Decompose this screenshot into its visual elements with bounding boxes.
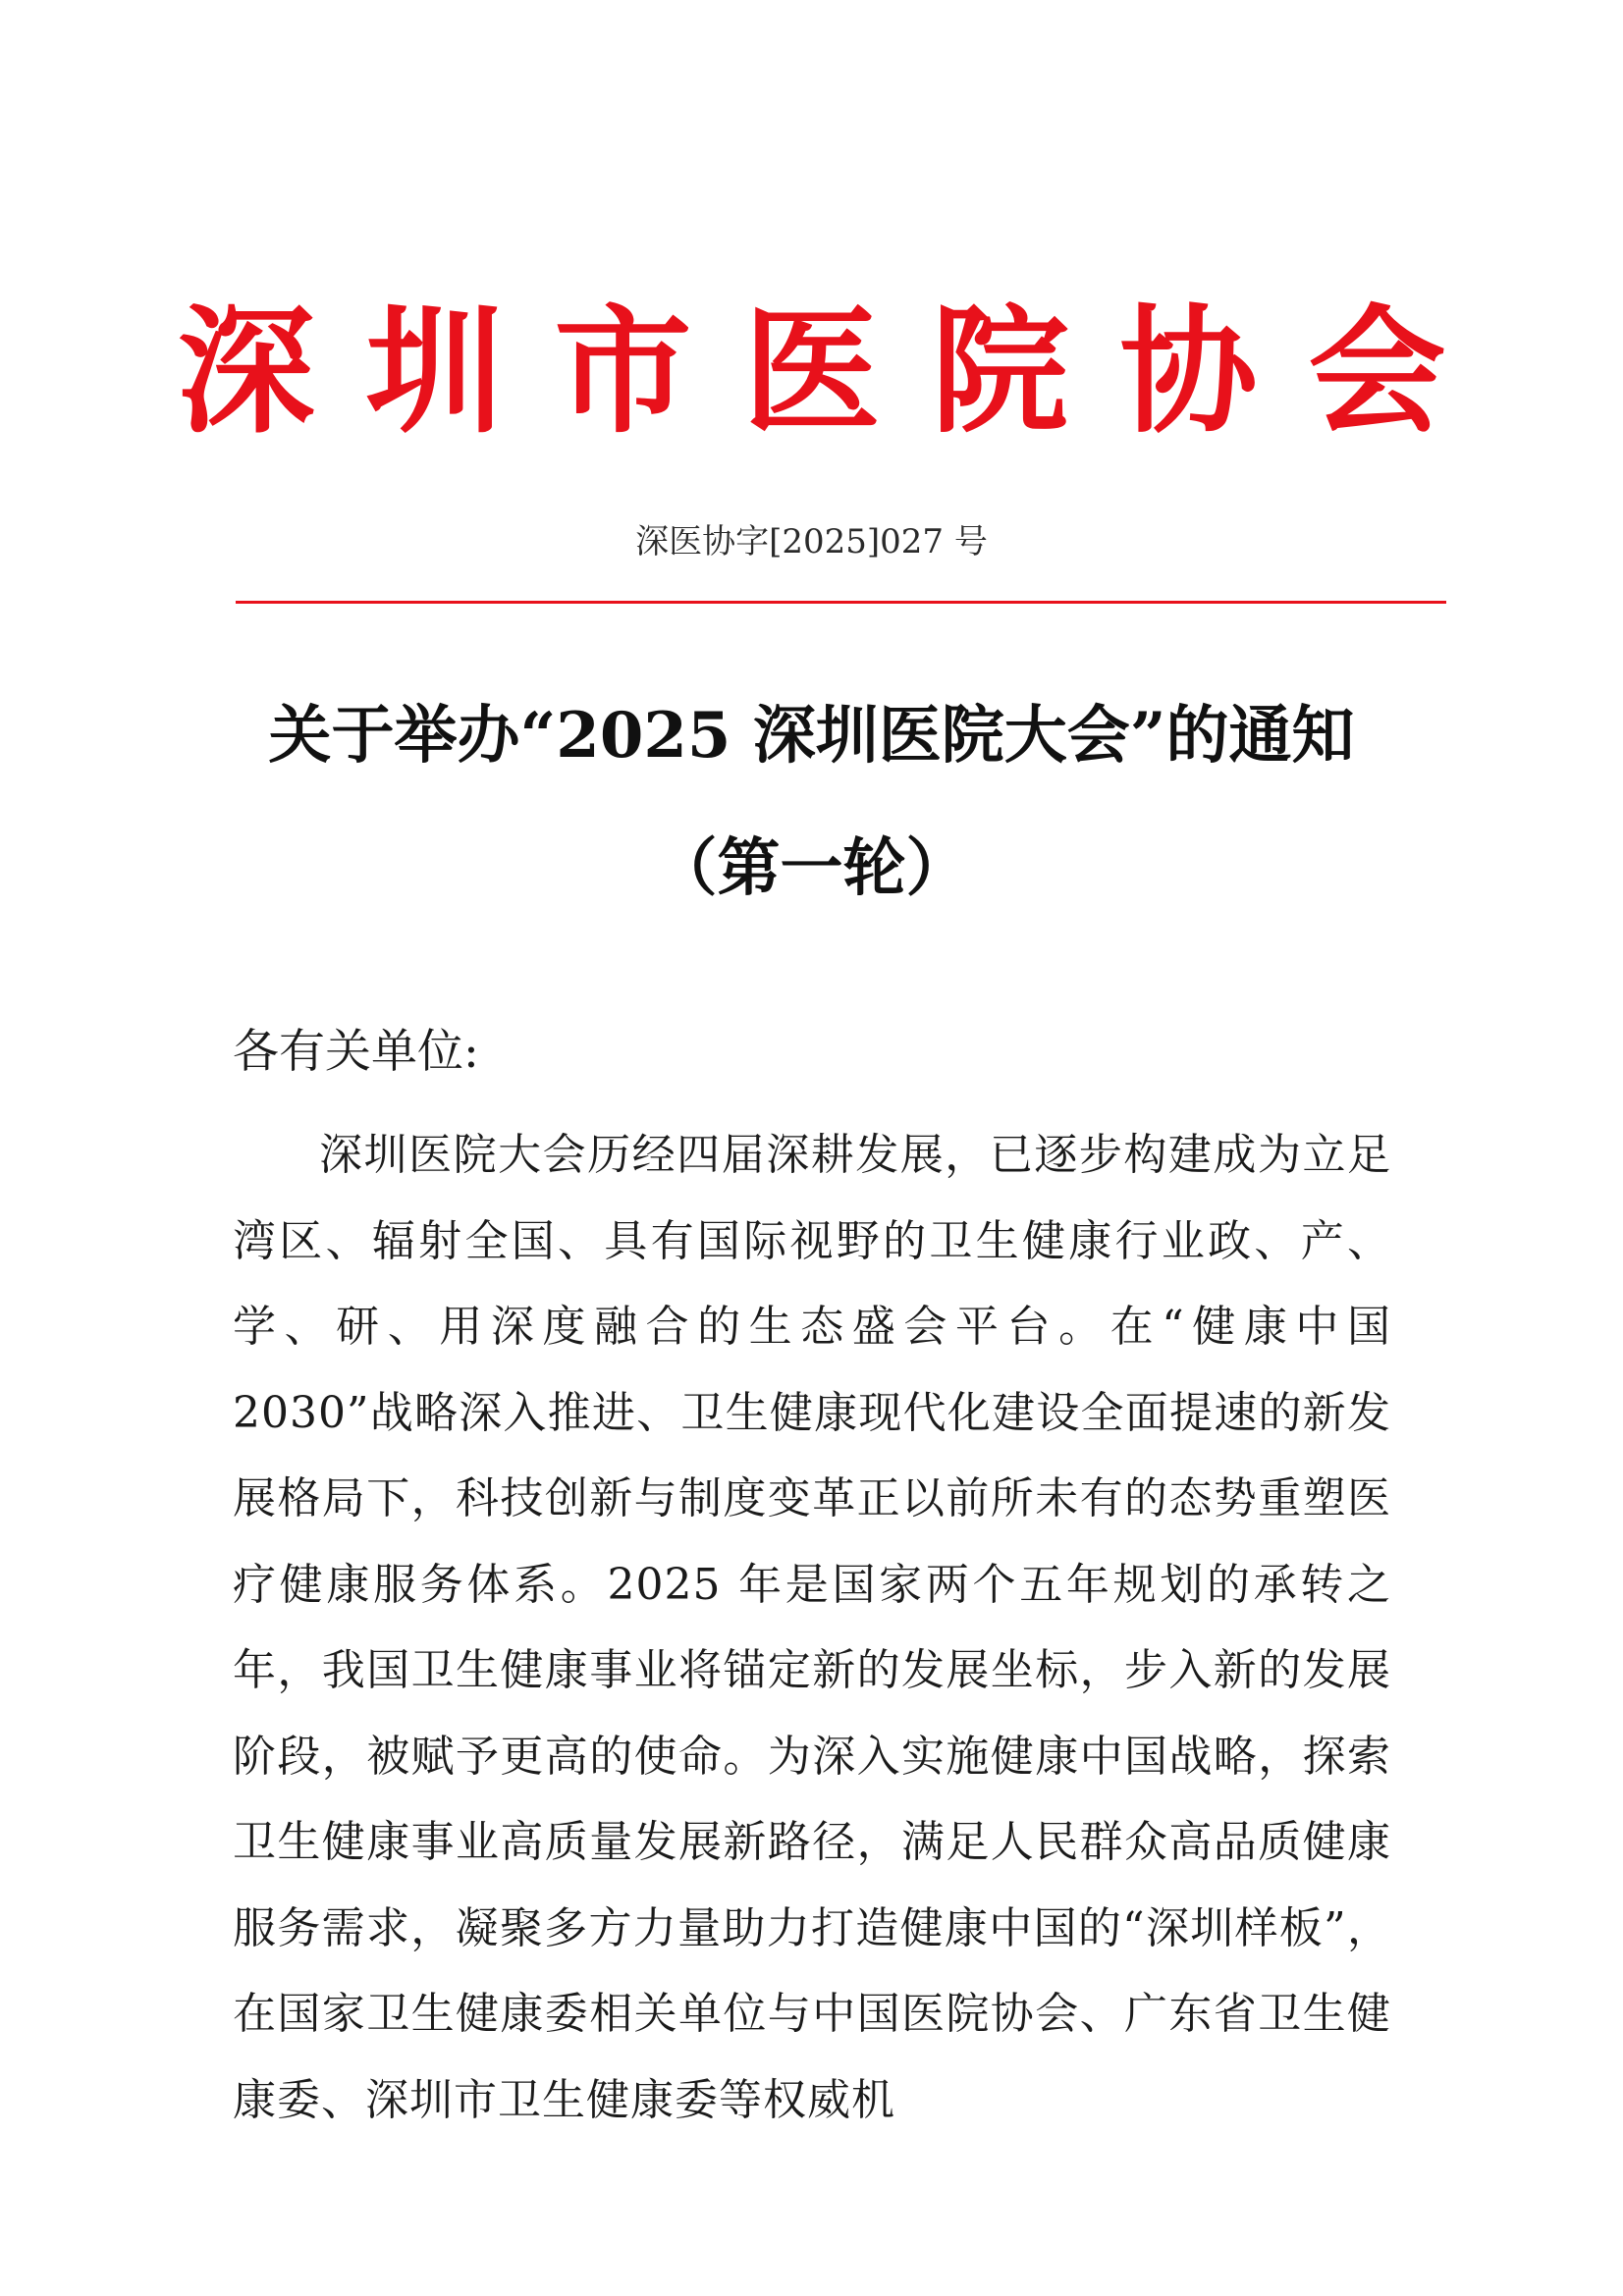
document-number: 深医协字[2025]027 号: [635, 522, 988, 561]
notice-title-line-2: （第一轮）: [654, 831, 969, 905]
body-paragraph: 深圳医院大会历经四届深耕发展，已逐步构建成为立足湾区、辐射全国、具有国际视野的卫生健康行业政、产、学、研、用深度融合的生态盛会平台。在“健康中国 2030”战略深入推进、卫生健康现代化建设全面提速的新发展格局下，科技创新与制度变革正以前所未有的态势重塑医疗健康服务体系。2025 年是国家两个五年规划的承转之年，我国卫生健康事业将锚定新的发展坐标，步入新的发展阶段，被赋予更高的使命。为深入实施健康中国战略，探索卫生健康事业高质量发展新路径，满足人民群众高品质健康服务需求，凝聚多方力量助力打造健康中国的“深圳样板”，在国家卫生健康委相关单位与中国医院协会、广东省卫生健康委、深圳市卫生健康委等权威机: [233, 1130, 1391, 2125]
letterhead-divider: [236, 601, 1446, 604]
letterhead-org-name: 深圳市医院协会: [177, 293, 1497, 453]
salutation: 各有关单位:: [233, 1025, 479, 1079]
notice-title-line-1: 关于举办“2025 深圳医院大会”的通知: [268, 699, 1355, 773]
